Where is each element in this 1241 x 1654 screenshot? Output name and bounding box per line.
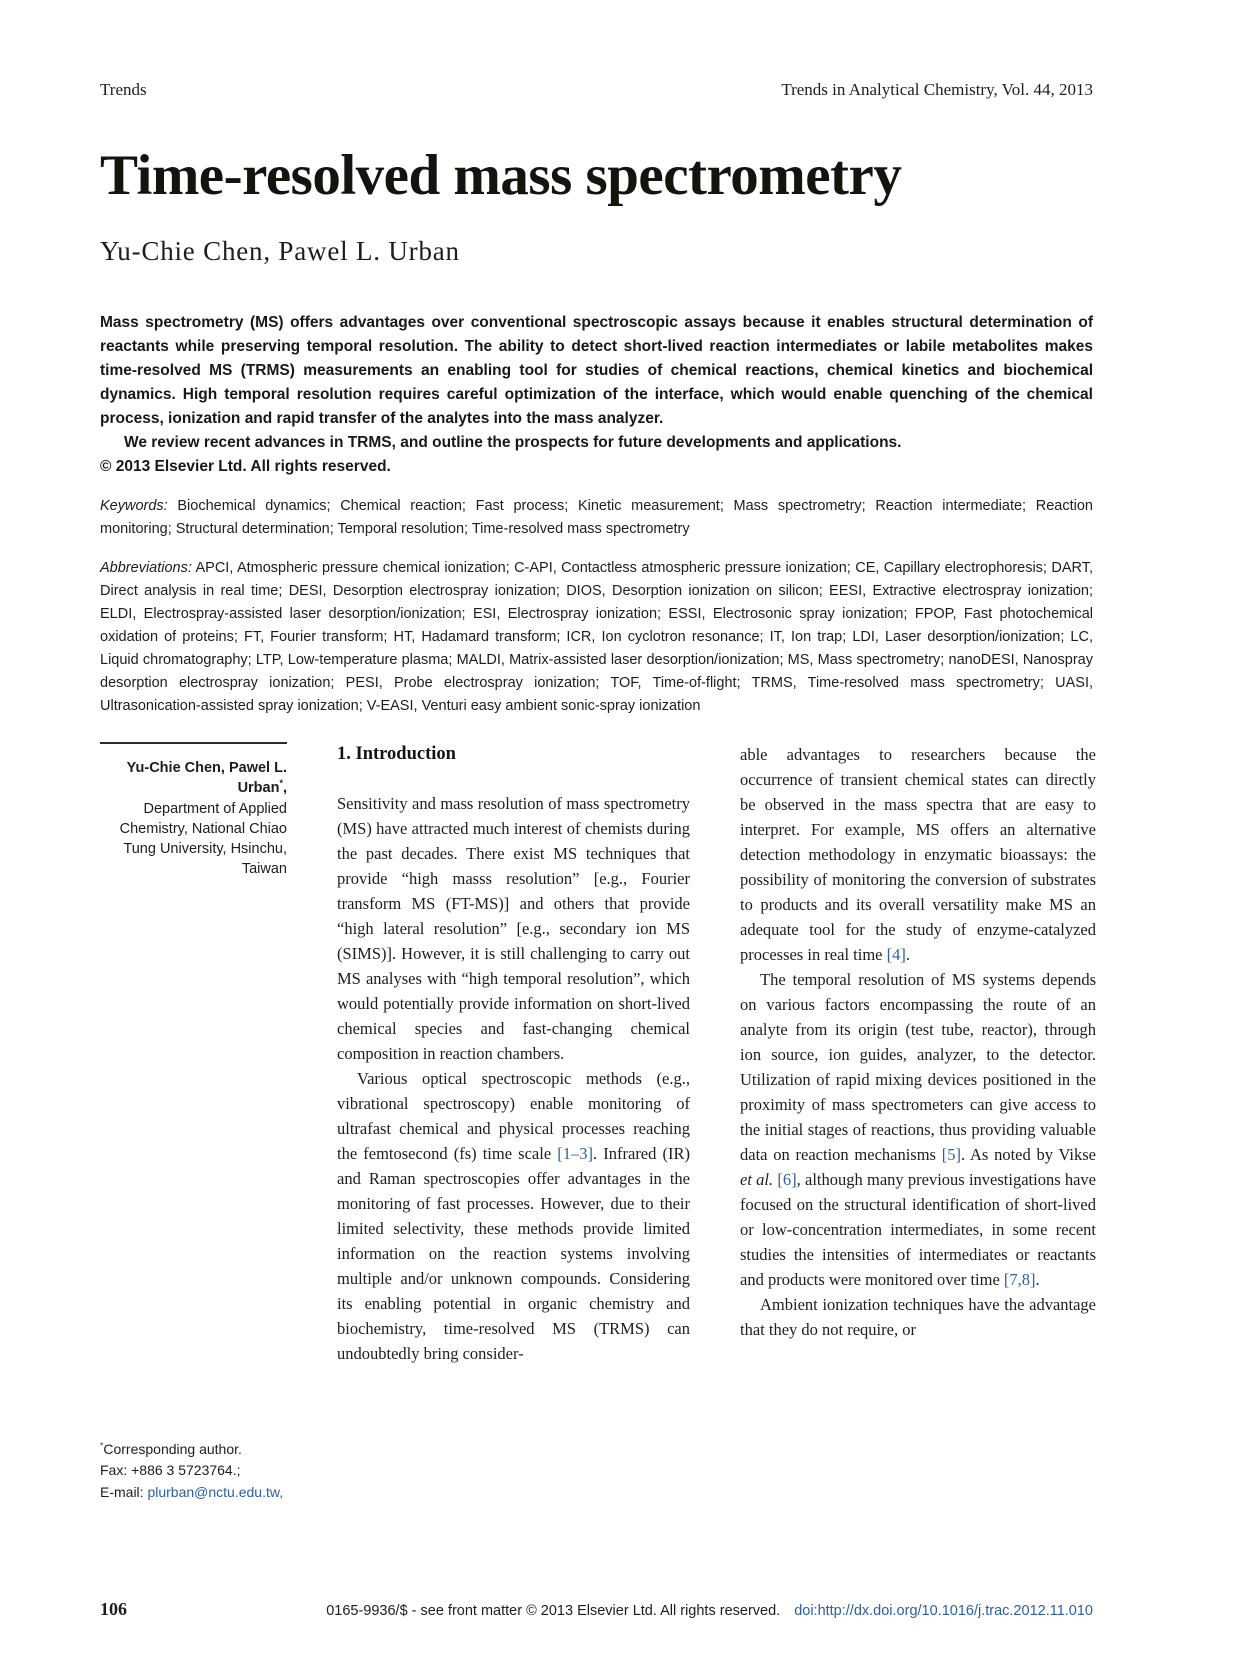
article-authors: Yu-Chie Chen, Pawel L. Urban	[100, 235, 460, 266]
footer-imprint	[326, 1603, 1093, 1619]
text-segment: able advantages to researchers because the occurrence of transient chemical states can directly be observed in the mass spectra that are easy to interpret. For example, MS offers an alternative detection methodology in enzymatic bioassays: the possibility of monitoring the conversion of substrates to products and its overall versatility make MS an adequate tool for the study of enzyme-catalyzed processes in real time	[740, 744, 1096, 964]
text-segment: . As noted by Vikse	[961, 1144, 1097, 1164]
text-column-1	[337, 742, 690, 1599]
abstract-block	[100, 311, 1093, 479]
doi-link[interactable]: doi:http://dx.doi.org/10.1016/j.trac.2012.11.010	[794, 1603, 1093, 1619]
citation-link[interactable]: [5]	[941, 1144, 962, 1164]
article-title: Time-resolved mass spectrometry	[100, 144, 902, 207]
main-content	[100, 742, 1097, 1599]
body-paragraph	[740, 967, 1096, 1292]
author-names	[100, 758, 287, 798]
citation-link[interactable]: [6]	[777, 1169, 797, 1189]
page-footer	[100, 1599, 1093, 1620]
abbreviations-label: Abbreviations:	[100, 559, 192, 576]
keywords-text: Biochemical dynamics; Chemical reaction; Fast process; Kinetic measurement; Mass spectrometry; Reaction intermediate; Reaction monitoring; Structural determination; Temporal resolution; Time-resolved mass spectrometry	[100, 497, 1093, 537]
text-segment: . Infrared (IR) and Raman spectroscopies offer advantages in the monitoring of fast processes. However, due to their limited selectivity, these methods provide limited information on the reaction systems involving multiple and/or unknown compounds. Considering its enabling potential in organic chemistry and biochemistry, time-resolved MS (TRMS) can undoubtedly bring consider-	[337, 1143, 690, 1363]
text-segment: ,	[282, 779, 287, 796]
corresponding-author-footnote	[100, 1439, 287, 1504]
text-segment: Various optical spectroscopic methods (e.g., vibrational spectroscopy) enable monitoring of ultrafast chemical and physical processes reaching the femtosecond (fs) time scale	[337, 1068, 690, 1163]
keywords-block	[100, 495, 1093, 541]
italic-segment: et al.	[740, 1169, 774, 1189]
text-segment: E-mail:	[100, 1483, 148, 1500]
abbreviations-text: APCI, Atmospheric pressure chemical ionization; C-API, Contactless atmospheric pressure ionization; CE, Capillary electrophoresis; DART, Direct analysis in real time; DESI, Desorption electrospray ionization; DIOS, Desorption ionization on silicon; EESI, Extractive electrospray ionization; ELDI, Electrospray-assisted laser desorption/ionization; ESI, Electrospray ionization; ESSI, Electrosonic spray ionization; FPOP, Fast photochemical oxidation of proteins; FT, Fourier transform; HT, Hadamard transform; ICR, Ion cyclotron resonance; IT, Ion trap; LDI, Laser desorption/ionization; LC, Liquid chromatography; LTP, Low-temperature plasma; MALDI, Matrix-assisted laser desorption/ionization; MS, Mass spectrometry; nanoDESI, Nanospray desorption electrospray ionization; PESI, Probe electrospray ionization; TOF, Time-of-flight; TRMS, Time-resolved mass spectrometry; UASI, Ultrasonication-assisted spray ionization; V-EASI, Venturi easy ambient sonic-spray ionization	[100, 559, 1093, 714]
footnote-corresponding-line	[100, 1439, 287, 1461]
footnote-fax-line: Fax: +886 3 5723764.;	[100, 1462, 241, 1478]
body-paragraph	[740, 1292, 1096, 1342]
body-paragraph	[740, 742, 1096, 967]
text-segment: Ambient ionization techniques have the advantage that they do not require, or	[740, 1294, 1096, 1339]
text-segment: Yu-Chie Chen, Pawel L. Urban	[126, 759, 287, 796]
copyright-line: © 2013 Elsevier Ltd. All rights reserved.	[100, 457, 391, 475]
sidebar-column	[100, 742, 287, 1599]
footnote-email-line	[100, 1482, 287, 1504]
page-number: 106	[100, 1599, 127, 1619]
running-header-left: Trends	[100, 80, 147, 99]
sup-segment: *	[279, 778, 283, 789]
text-segment: , although many previous investigations have focused on the structural identification of short-lived or low-concentration intermediates, in some recent studies the intensities of intermediates or reactants and products were monitored over time	[740, 1169, 1097, 1289]
author-affiliation-block	[100, 742, 287, 879]
text-segment: .	[1035, 1269, 1040, 1289]
running-header	[100, 80, 1093, 100]
abstract-paragraph-2: We review recent advances in TRMS, and outline the prospects for future developments and applications.	[124, 433, 902, 451]
citation-link[interactable]: [7,8]	[1003, 1269, 1036, 1289]
abstract-paragraph-1: Mass spectrometry (MS) offers advantages over conventional spectroscopic assays because it enables structural determination of reactants while preserving temporal resolution. The ability to detect short-lived reaction intermediates or labile metabolites makes time-resolved MS (TRMS) measurements an enabling tool for studies of chemical reactions, chemical kinetics and biochemical dynamics. High temporal resolution requires careful optimization of the interface, which would enable quenching of the chemical process, ionization and rapid transfer of the analytes into the mass analyzer.	[100, 313, 1093, 427]
body-paragraph	[337, 1066, 690, 1366]
section-heading-introduction: 1. Introduction	[337, 743, 456, 764]
body-paragraph	[337, 791, 690, 1066]
text-column-2	[740, 742, 1096, 1599]
text-segment: The temporal resolution of MS systems depends on various factors encompassing the route of an analyte from its origin (test tube, reactor), through ion source, ion guides, analyzer, to the detector. Utilization of rapid mixing devices positioned in the proximity of mass spectrometers can give access to the initial stages of reactions, thus providing valuable data on reaction mechanisms	[740, 969, 1096, 1164]
author-affiliation: Department of Applied Chemistry, National Chiao Tung University, Hsinchu, Taiwan	[119, 800, 287, 877]
text-segment: Sensitivity and mass resolution of mass spectrometry (MS) have attracted much interest of chemists during the past decades. There exist MS techniques that provide “high masss resolution” [e.g., Fourier transform MS (FT-MS)] and others that provide “high lateral resolution” [e.g., secondary ion MS (SIMS)]. However, it is still challenging to carry out MS analyses with “high temporal resolution”, which would potentially provide information on short-lived chemical species and fast-changing chemical composition in reaction chambers.	[337, 793, 690, 1063]
running-header-right: Trends in Analytical Chemistry, Vol. 44, 2013	[781, 80, 1093, 99]
citation-link[interactable]: [1–3]	[557, 1143, 594, 1163]
keywords-label: Keywords:	[100, 497, 168, 514]
abbreviations-block	[100, 557, 1093, 718]
email-link[interactable]: plurban@nctu.edu.tw,	[147, 1483, 284, 1500]
text-segment: Corresponding author.	[103, 1440, 242, 1457]
citation-link[interactable]: [4]	[886, 944, 906, 964]
issn-line: 0165-9936/$ - see front matter © 2013 Elsevier Ltd. All rights reserved.	[326, 1603, 781, 1619]
text-segment: .	[905, 944, 910, 964]
sup-segment: *	[100, 1439, 104, 1450]
